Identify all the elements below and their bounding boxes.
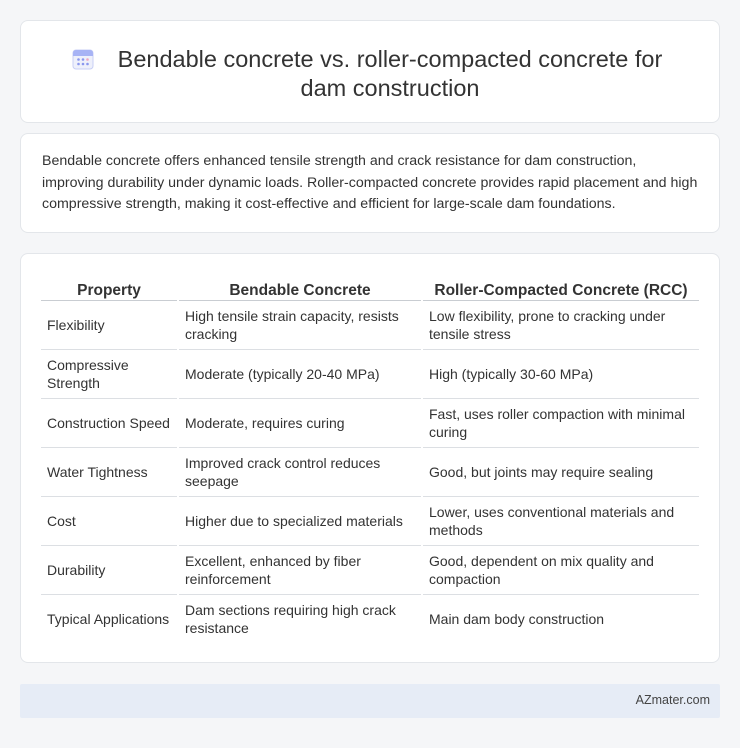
bendable-cell: High tensile strain capacity, resists cracking — [178, 300, 422, 349]
comparison-card — [20, 253, 720, 663]
property-cell: Water Tightness — [41, 447, 178, 496]
property-cell: Compressive Strength — [41, 349, 178, 398]
title-card — [20, 20, 720, 123]
bendable-cell: Excellent, enhanced by fiber reinforcement — [178, 545, 422, 594]
table-row — [41, 349, 699, 398]
table-header-row — [41, 274, 699, 300]
header-property: Property — [77, 281, 141, 299]
summary-card — [20, 133, 720, 233]
property-cell: Construction Speed — [41, 398, 178, 447]
comparison-table — [41, 274, 699, 643]
header-rcc: Roller-Compacted Concrete (RCC) — [422, 274, 699, 300]
summary-text: Bendable concrete offers enhanced tensile strength and crack resistance for dam construction, improving durability under dynamic loads. Roller-compacted concrete provides rapid placement and high compressive strength, making it cost-effective and efficient for large-scale dam foundations. — [42, 153, 698, 212]
footer-bar — [20, 684, 720, 718]
page-title: Bendable concrete vs. roller-compacted concrete for dam construction — [117, 46, 663, 101]
rcc-cell: High (typically 30-60 MPa) — [422, 349, 699, 398]
property-cell: Durability — [41, 545, 178, 594]
table-row — [41, 300, 699, 349]
property-cell: Cost — [41, 496, 178, 545]
bendable-cell: Moderate (typically 20-40 MPa) — [178, 349, 422, 398]
rcc-cell: Good, dependent on mix quality and compaction — [422, 545, 699, 594]
rcc-cell: Main dam body construction — [422, 594, 699, 643]
bendable-cell: Improved crack control reduces seepage — [178, 447, 422, 496]
table-row — [41, 447, 699, 496]
table-row — [41, 545, 699, 594]
bendable-cell: Higher due to specialized materials — [178, 496, 422, 545]
bendable-cell: Moderate, requires curing — [178, 398, 422, 447]
rcc-cell: Lower, uses conventional materials and methods — [422, 496, 699, 545]
rcc-cell: Low flexibility, prone to cracking under tensile stress — [422, 300, 699, 349]
table-row — [41, 496, 699, 545]
rcc-cell: Fast, uses roller compaction with minimal curing — [422, 398, 699, 447]
property-cell: Flexibility — [41, 300, 178, 349]
footer-brand-link[interactable]: AZmater.com — [635, 693, 710, 707]
table-row — [41, 594, 699, 643]
property-cell: Typical Applications — [41, 594, 178, 643]
table-row — [41, 398, 699, 447]
bendable-cell: Dam sections requiring high crack resistance — [178, 594, 422, 643]
header-bendable-concrete: Bendable Concrete — [178, 274, 422, 300]
rcc-cell: Good, but joints may require sealing — [422, 447, 699, 496]
